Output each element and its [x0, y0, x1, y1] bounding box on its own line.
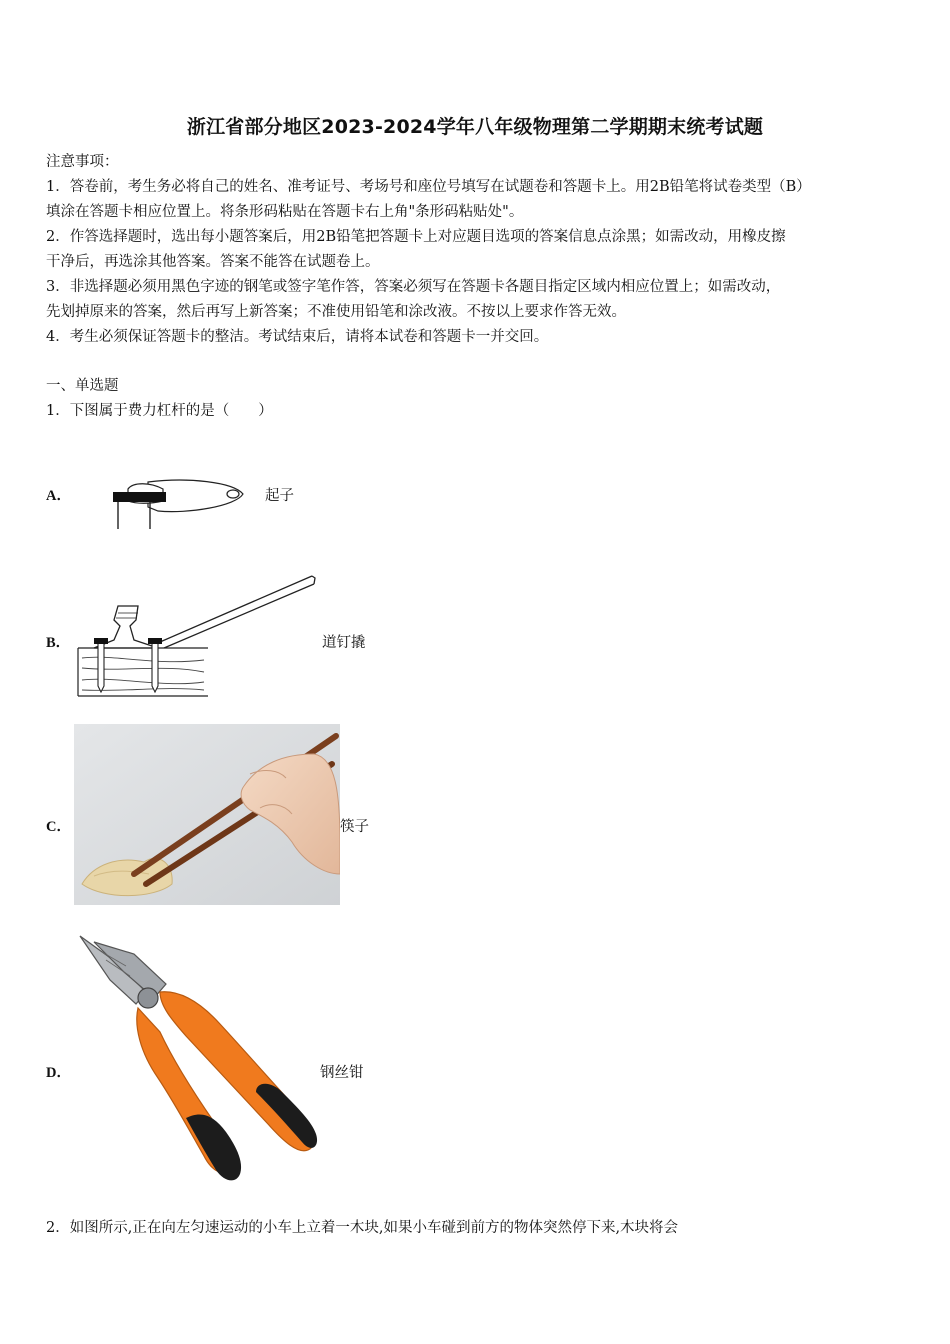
option-d-letter: D．: [46, 1065, 71, 1081]
notice-line-5: 3．非选择题必须用黑色字迹的钢笔或签字笔作答，答案必须写在答题卡各题目指定区域内相应位置上；如需改动，: [46, 279, 781, 295]
section-heading: 一、单选题: [46, 378, 119, 394]
notice-line-2: 填涂在答题卡相应位置上。将条形码粘贴在答题卡右上角"条形码粘贴处"。: [46, 204, 524, 220]
pliers-photo: [76, 932, 320, 1194]
option-c-label: 筷子: [340, 819, 369, 835]
option-a-label: 起子: [265, 488, 294, 504]
option-a-letter: A．: [46, 488, 71, 504]
option-b-letter: B．: [46, 635, 71, 651]
notice-heading: 注意事项：: [46, 154, 119, 170]
chopsticks-photo: [74, 724, 340, 905]
question-1-stem: 1．下图属于费力杠杆的是（ ）: [46, 403, 273, 419]
option-b-label: 道钉撬: [322, 635, 366, 651]
page-title: 浙江省部分地区2023-2024学年八年级物理第二学期期末统考试题: [186, 116, 764, 138]
notice-line-4: 干净后，再选涂其他答案。答案不能答在试题卷上。: [46, 254, 380, 270]
notice-line-6: 先划掉原来的答案，然后再写上新答案；不准使用铅笔和涂改液。不按以上要求作答无效。: [46, 304, 626, 320]
notice-line-1: 1．答卷前，考生务必将自己的姓名、准考证号、考场号和座位号填写在试题卷和答题卡上。用2B铅笔将试卷类型（B）: [46, 179, 811, 195]
notice-line-3: 2．作答选择题时，选出每小题答案后，用2B铅笔把答题卡上对应题目选项的答案信息点涂黑；如需改动，用橡皮擦: [46, 229, 786, 245]
option-d-label: 钢丝钳: [320, 1065, 364, 1081]
bottle-opener-figure: [108, 474, 248, 532]
option-c-letter: C．: [46, 819, 71, 835]
question-2-stem: 2．如图所示,正在向左匀速运动的小车上立着一木块,如果小车碰到前方的物体突然停下来,木块将会: [46, 1220, 679, 1236]
spike-puller-figure: [74, 570, 318, 700]
notice-line-7: 4．考生必须保证答题卡的整洁。考试结束后，请将本试卷和答题卡一并交回。: [46, 329, 549, 345]
